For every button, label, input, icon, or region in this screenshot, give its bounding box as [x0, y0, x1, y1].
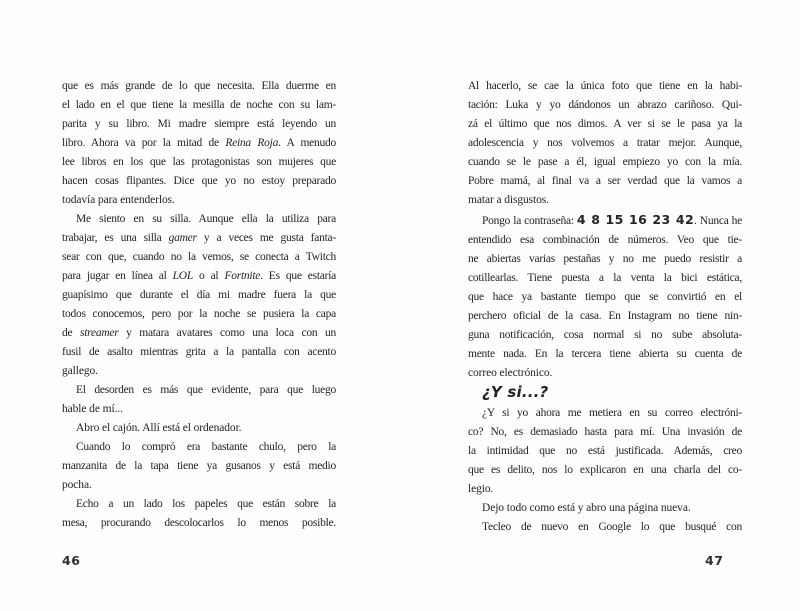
- text-line: [468, 383, 742, 404]
- text-line: trabajar, es una silla gamer y a veces me gusta fanta-: [62, 232, 336, 244]
- text-line: Pobre mamá, al final va a ser verdad que la vamos a: [468, 175, 742, 187]
- text-line: el lado en el que tiene la mesilla de noche con su lam-: [62, 99, 336, 111]
- page-left-text-block: [62, 77, 336, 533]
- text-line: Me siento en su silla. Aunque ella la utiliza para: [76, 213, 336, 225]
- text-line: perchero oficial de la casa. En Instagram no tiene nin-: [468, 310, 742, 322]
- text-line: mente nada. En la tercera tiene abierta su cuenta de: [468, 348, 742, 360]
- text-line: mesa, procurando descolocarlos lo menos posible.: [62, 517, 336, 529]
- text-line: la intimidad que no está justificada. Además, creo: [468, 445, 742, 457]
- paragraph: [468, 77, 742, 210]
- text-line: El desorden es más que evidente, para que luego: [76, 384, 336, 396]
- paragraph: [468, 518, 742, 537]
- paragraph: [62, 381, 336, 419]
- text-line: cotillearlas. Tiene puesta a la venta la bici estática,: [468, 272, 742, 284]
- text-line: fusil de asalto mientras grita a la pantalla con acento: [62, 346, 336, 358]
- text-line: para jugar en línea al LOL o al Fortnite. Es que estaría: [62, 270, 337, 282]
- italic-text: LOL: [172, 270, 193, 282]
- text-line: matar a disgustos.: [468, 194, 549, 206]
- paragraph: [468, 499, 742, 518]
- text-line: Echo a un lado los papeles que están sobre la: [76, 498, 336, 510]
- text-line: correo electrónico.: [468, 367, 553, 379]
- text-line: guna notificación, cosa normal si no sube absoluta-: [468, 329, 742, 341]
- text-line: ne abiertas varias pestañas y no me puedo resistir a: [468, 253, 742, 265]
- paragraph: [468, 210, 742, 383]
- italic-text: Reina Roja: [225, 137, 279, 149]
- paragraph: [62, 438, 336, 495]
- paragraph: [62, 495, 336, 533]
- text-line: gallego.: [62, 365, 98, 377]
- text-line: Abro el cajón. Allí está el ordenador.: [76, 422, 242, 434]
- text-line: tación: Luka y yo dándonos un abrazo cariñoso. Qui-: [468, 99, 742, 111]
- text-line: de streamer y matara avatares como una loca con un: [62, 327, 336, 339]
- text-line: cuando se le pase a él, igual empiezo yo con la mía.: [468, 156, 742, 168]
- text-line: hable de mí...: [62, 403, 123, 415]
- text-line: zá el último que nos dimos. A ver si se le pasa ya la: [468, 118, 742, 130]
- text-line: adolescencia y nos volvemos a tratar mejor. Aunque,: [468, 137, 742, 149]
- text-line: manzanita de la tapa tiene ya gusanos y está medio: [62, 460, 336, 472]
- italic-text: gamer: [168, 232, 197, 244]
- paragraph: [62, 419, 336, 438]
- text-line: todavía para entenderlos.: [62, 194, 175, 206]
- text-line: Tecleo de nuevo en Google lo que busqué con: [482, 521, 742, 533]
- italic-text: streamer: [80, 327, 119, 339]
- text-line: ¿Y si yo ahora me metiera en su correo electróni-: [482, 407, 742, 419]
- text-line: pocha.: [62, 479, 92, 491]
- section-heading: [468, 383, 742, 404]
- page-number-right: 47: [705, 553, 724, 568]
- text-line: sear con que, cuando no la vemos, se conecta a Twitch: [62, 251, 336, 263]
- italic-text: Fortnite: [224, 270, 261, 282]
- text-line: entendido esa combinación de números. Veo que tie-: [468, 234, 742, 246]
- text-line: Dejo todo como está y abro una página nueva.: [482, 502, 691, 514]
- text-line: lee libros en los que las protagonistas son mujeres que: [62, 156, 336, 168]
- text-line: Pongo la contraseña: 4 8 15 16 23 42. Nunca he: [482, 212, 743, 227]
- page-right: [400, 0, 800, 611]
- text-line: libro. Ahora va por la mitad de Reina Roja. A menudo: [62, 137, 337, 149]
- text-line: parita y su libro. Mi madre siempre está leyendo un: [62, 118, 336, 130]
- paragraph: [62, 77, 336, 210]
- paragraph: [62, 210, 336, 381]
- text-line: guapísimo que durante el día mi madre fuera la que: [62, 289, 336, 301]
- text-line: legio.: [468, 483, 494, 495]
- text-line: que es más grande de lo que necesita. Ella duerme en: [62, 80, 336, 92]
- handwritten-text: ¿Y si...?: [482, 383, 549, 401]
- page-number-left: 46: [62, 553, 81, 568]
- text-line: todos conocemos, pero por la noche se pusiera la capa: [62, 308, 336, 320]
- paragraph: [468, 404, 742, 499]
- text-line: Cuando lo compró era bastante chulo, pero la: [76, 441, 336, 453]
- text-line: que es delito, nos lo explicaron en una charla del co-: [468, 464, 742, 476]
- page-right-text-block: [468, 77, 742, 537]
- text-line: co? No, es demasiado hasta para mí. Una invasión de: [468, 426, 742, 438]
- text-line: hacen cosas flipantes. Dice que yo no estoy preparado: [62, 175, 336, 187]
- handwritten-text: 4 8 15 16 23 42: [576, 212, 695, 227]
- text-line: que hace ya bastante tiempo que se convirtió en el: [468, 291, 742, 303]
- text-line: Al hacerlo, se cae la única foto que tiene en la habi-: [468, 80, 742, 92]
